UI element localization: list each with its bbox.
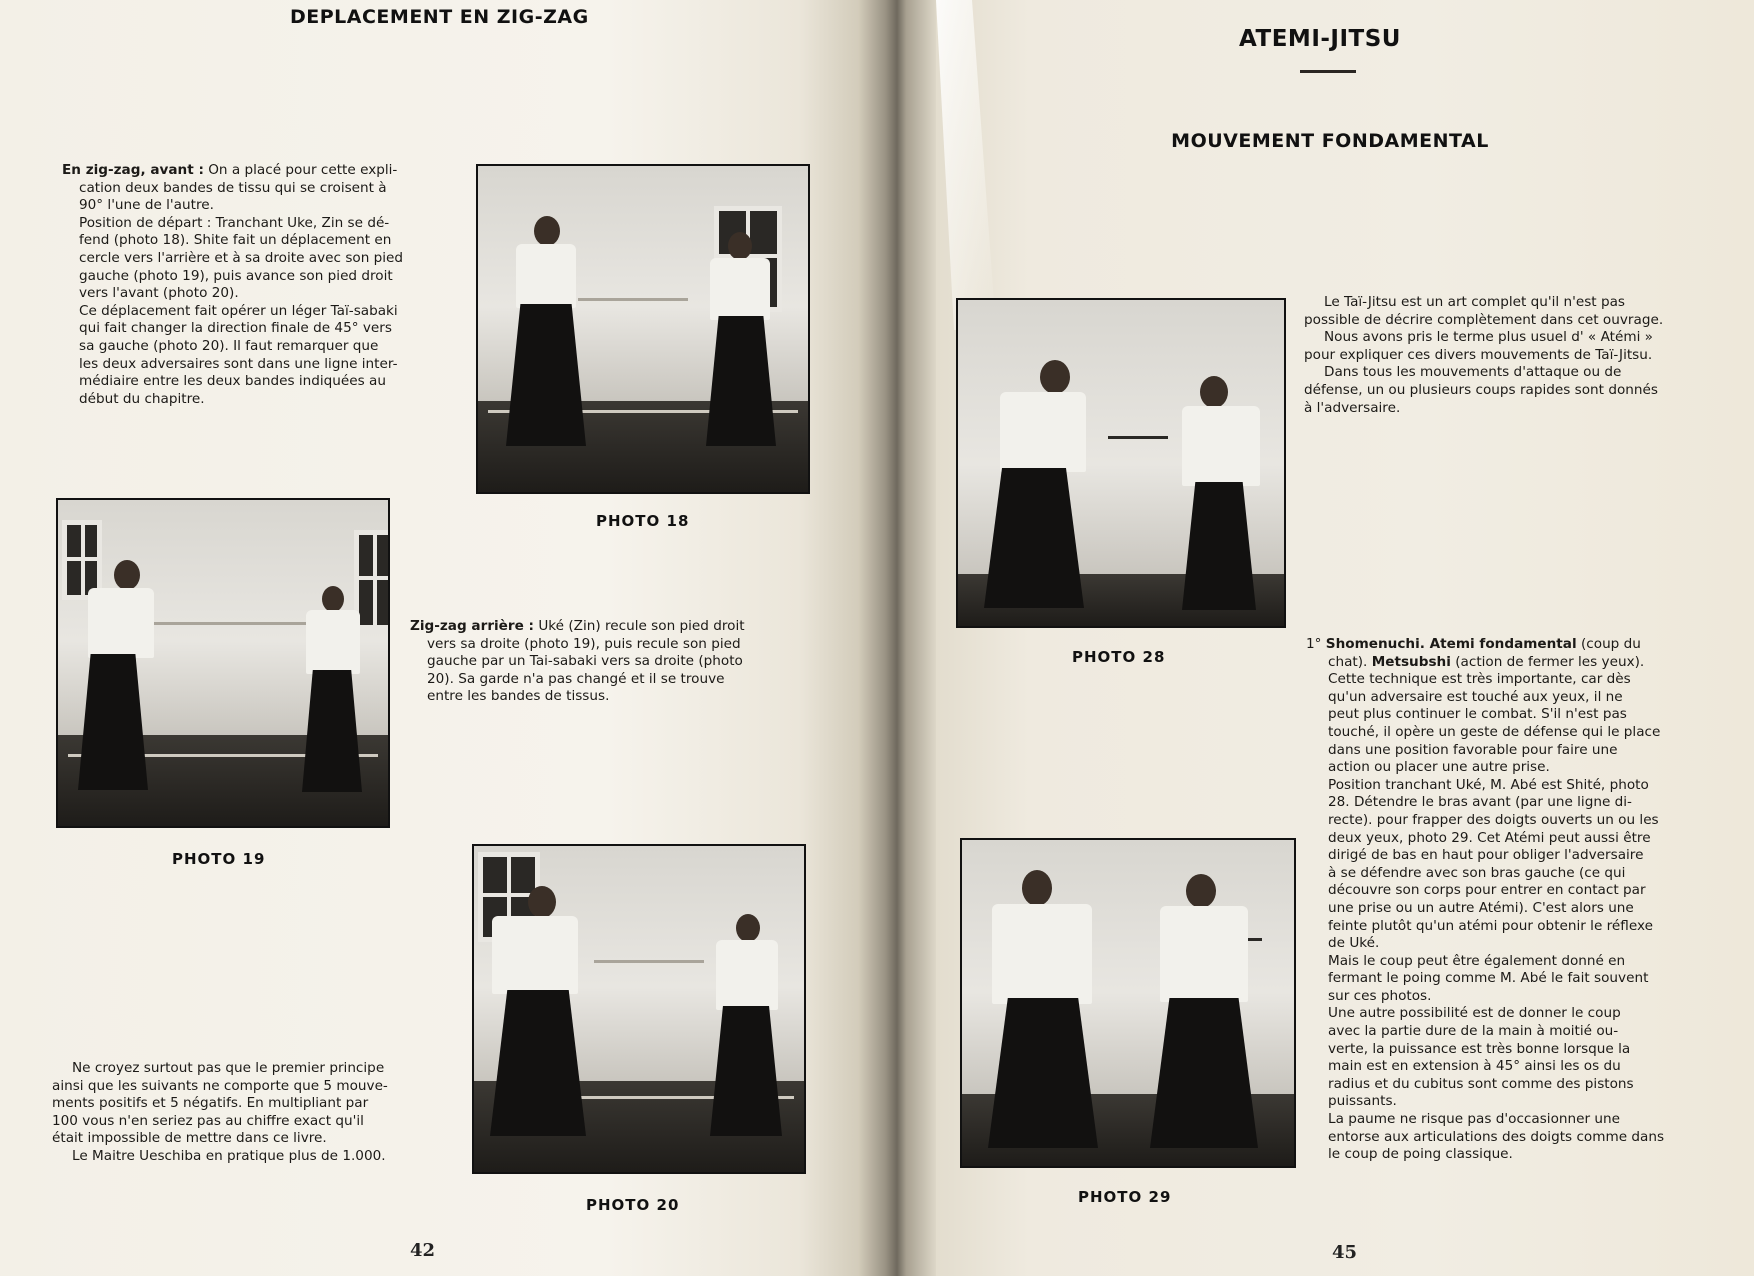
photo-18 xyxy=(476,164,810,494)
text-line: découvre son corps pour entrer en contact par xyxy=(1328,882,1646,899)
photo-20-caption: PHOTO 20 xyxy=(586,1196,680,1214)
text-line: Dans tous les mouvements d'attaque ou de xyxy=(1324,364,1622,381)
text-line: sa gauche (photo 20). Il faut remarquer que xyxy=(79,337,379,354)
photo-28-caption: PHOTO 28 xyxy=(1072,648,1166,666)
text-line: 28. Détendre le bras avant (par une ligne di- xyxy=(1328,794,1632,811)
chapter-title: DEPLACEMENT EN ZIG-ZAG xyxy=(290,6,589,28)
photo-29 xyxy=(960,838,1296,1168)
text-line: fermant le poing comme M. Abé le fait souvent xyxy=(1328,970,1649,987)
text-zigzag-arriere xyxy=(410,618,806,706)
text-line: deux yeux, photo 29. Cet Atémi peut aussi être xyxy=(1328,829,1651,846)
photo-20 xyxy=(472,844,806,1174)
subsection-title: MOUVEMENT FONDAMENTAL xyxy=(1171,130,1489,152)
text-line: une prise ou un autre Atémi). C'est alors une xyxy=(1328,899,1634,916)
text-zigzag-avant xyxy=(62,162,456,408)
lead-arriere: Zig-zag arrière : xyxy=(410,618,534,634)
text-line: verte, la puissance est très bonne lorsque la xyxy=(1328,1040,1631,1057)
text-line: 100 vous n'en seriez pas au chiffre exact qu'il xyxy=(52,1112,364,1129)
text-line: cation deux bandes de tissu qui se croisent à xyxy=(79,179,387,196)
text-line: cercle vers l'arrière et à sa droite avec son pied xyxy=(79,249,404,266)
text-line: Position tranchant Uké, M. Abé est Shité, photo xyxy=(1328,776,1649,793)
text-line: était impossible de mettre dans ce livre. xyxy=(52,1130,327,1147)
text-line: pour expliquer ces divers mouvements de Taï-Jitsu. xyxy=(1304,346,1653,363)
text-line: qu'un adversaire est touché aux yeux, il ne xyxy=(1328,688,1623,705)
page-number-left: 42 xyxy=(410,1240,436,1261)
text-line: défense, un ou plusieurs coups rapides sont donnés xyxy=(1304,381,1658,398)
text-line: Uké (Zin) recule son pied droit xyxy=(538,618,745,634)
text-line: Mais le coup peut être également donné en xyxy=(1328,952,1626,969)
text-line: Le Maitre Ueschiba en pratique plus de 1.000. xyxy=(72,1147,386,1164)
text-line: 20). Sa garde n'a pas changé et il se trouve xyxy=(427,670,725,687)
text-line: Nous avons pris le terme plus usuel d' « Atémi » xyxy=(1324,329,1653,346)
text-line: avec la partie dure de la main à moitié ou- xyxy=(1328,1023,1619,1040)
technique-name: Shomenuchi. Atemi fondamental xyxy=(1325,636,1577,652)
book-gutter xyxy=(858,0,936,1276)
text-line: radius et du cubitus sont comme des pistons xyxy=(1328,1075,1634,1092)
technique-body xyxy=(1306,671,1706,1164)
text-line: (action de fermer les yeux). xyxy=(1450,653,1645,670)
photo-28 xyxy=(956,298,1286,628)
text-line: entre les bandes de tissus. xyxy=(427,688,610,705)
text-line: les deux adversaires sont dans une ligne inter- xyxy=(79,355,398,372)
photo-18-caption: PHOTO 18 xyxy=(596,512,690,530)
text-line: vers l'avant (photo 20). xyxy=(79,285,239,302)
text-line: médiaire entre les deux bandes indiquées au xyxy=(79,373,386,390)
technique-number: 1° xyxy=(1306,636,1322,652)
text-line: dirigé de bas en haut pour obliger l'adversaire xyxy=(1328,847,1644,864)
text-line: entorse aux articulations des doigts comme dans xyxy=(1328,1128,1665,1145)
text-line: Cette technique est très importante, car dès xyxy=(1328,671,1631,688)
text-line: de Uké. xyxy=(1328,935,1380,952)
text-line: peut plus continuer le combat. S'il n'est pas xyxy=(1328,706,1627,723)
text-line: On a placé pour cette expli- xyxy=(208,162,398,178)
text-line: Position de départ : Tranchant Uke, Zin se dé- xyxy=(79,214,390,231)
text-line: gauche (photo 19), puis avance son pied droit xyxy=(79,267,393,284)
text-line: Ne croyez surtout pas que le premier principe xyxy=(72,1060,385,1076)
section-title: ATEMI-JITSU xyxy=(1239,26,1401,52)
page-number-right: 45 xyxy=(1332,1242,1358,1263)
photo-19 xyxy=(56,498,390,828)
text-line: La paume ne risque pas d'occasionner une xyxy=(1328,1111,1621,1128)
text-line: possible de décrire complètement dans cet ouvrage. xyxy=(1304,311,1664,328)
text-intro xyxy=(1304,294,1708,417)
text-line: Une autre possibilité est de donner le coup xyxy=(1328,1005,1621,1022)
text-line: qui fait changer la direction finale de 45° vers xyxy=(79,320,392,337)
lead-avant: En zig-zag, avant : xyxy=(62,162,204,178)
text-line: feinte plutôt qu'un atémi pour obtenir le réflexe xyxy=(1328,917,1653,934)
text-line: main est en extension à 45° ainsi les os du xyxy=(1328,1058,1621,1075)
text-line: action ou placer une autre prise. xyxy=(1328,759,1550,776)
text-line: chat). xyxy=(1328,653,1372,670)
text-line: le coup de poing classique. xyxy=(1328,1146,1513,1163)
title-rule xyxy=(1300,70,1356,73)
text-line: Le Taï-Jitsu est un art complet qu'il n'est pas xyxy=(1324,294,1625,310)
text-line: touché, il opère un geste de défense qui le place xyxy=(1328,723,1661,740)
text-line: vers sa droite (photo 19), puis recule son pied xyxy=(427,635,741,652)
photo-19-caption: PHOTO 19 xyxy=(172,850,266,868)
text-line: à se défendre avec son bras gauche (ce qui xyxy=(1328,864,1626,881)
text-line: puissants. xyxy=(1328,1093,1397,1110)
text-line: ainsi que les suivants ne comporte que 5 mouve- xyxy=(52,1077,388,1094)
text-closing xyxy=(52,1060,450,1166)
text-line: Ce déplacement fait opérer un léger Taï-sabaki xyxy=(79,302,398,319)
text-line: fend (photo 18). Shite fait un déplacement en xyxy=(79,232,392,249)
text-technique xyxy=(1306,636,1706,1164)
text-line: à l'adversaire. xyxy=(1304,399,1401,416)
text-line: gauche par un Tai-sabaki vers sa droite (photo xyxy=(427,653,743,670)
photo-29-caption: PHOTO 29 xyxy=(1078,1188,1172,1206)
text-line: dans une position favorable pour faire une xyxy=(1328,741,1618,758)
text-line: recte). pour frapper des doigts ouverts un ou les xyxy=(1328,811,1659,828)
text-line: sur ces photos. xyxy=(1328,987,1432,1004)
text-line: ments positifs et 5 négatifs. En multipliant par xyxy=(52,1095,369,1112)
technique-subname: Metsubshi xyxy=(1371,653,1451,670)
text-line: (coup du xyxy=(1576,636,1641,652)
text-line: 90° l'une de l'autre. xyxy=(79,197,214,214)
text-line: début du chapitre. xyxy=(79,390,205,407)
